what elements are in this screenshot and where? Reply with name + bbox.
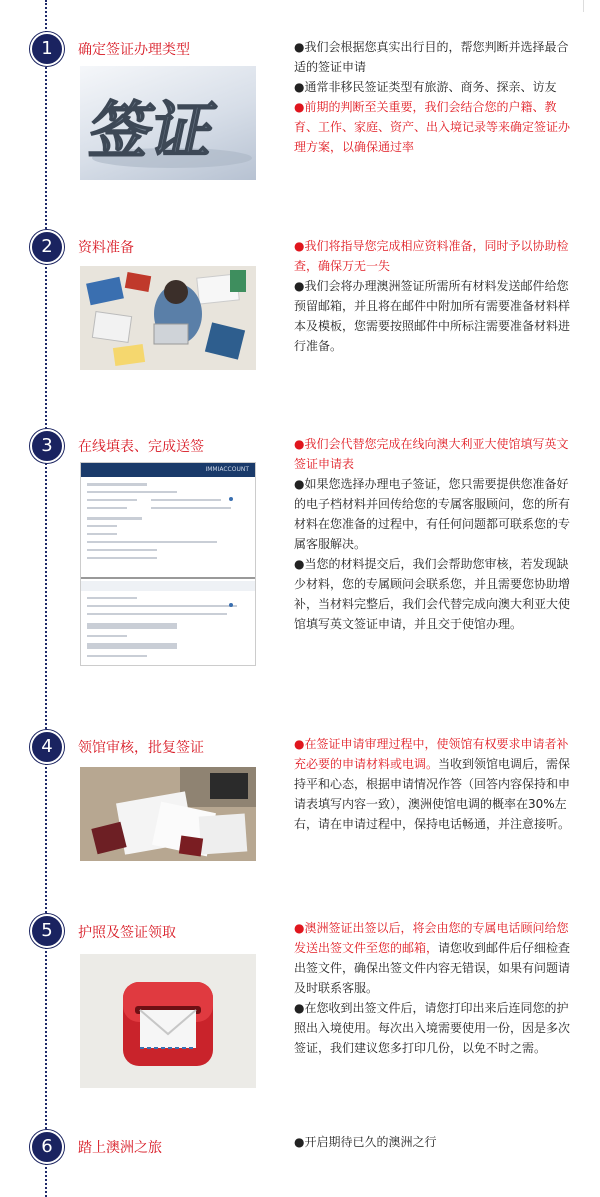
step-title: 领馆审核，批复签证	[78, 740, 204, 756]
step-description	[294, 918, 574, 1058]
step-title: 在线填表、完成送签	[78, 439, 204, 455]
step-description	[294, 236, 574, 356]
documents-on-desk-photo	[80, 767, 256, 861]
desc-para: ●开启期待已久的澳洲之行	[294, 1135, 437, 1149]
timeline-line	[45, 0, 47, 1197]
desc-para	[294, 734, 574, 834]
desc-para	[294, 918, 574, 998]
desc-para: ●当您的材料提交后，我们会帮助您审核，若发现缺少材料，您的专属顾问会联系您，并且需要您协助增补，当材料完整后，我们会代替完成向澳大利亚大使馆填写英文签证申请，并且交于使馆办理。	[294, 557, 571, 631]
step-description	[294, 734, 574, 834]
desc-para: ●我们会根据您真实出行目的，帮您判断并选择最合适的签证申请	[294, 40, 569, 74]
desc-para: ●我们会将办理澳洲签证所需所有材料发送邮件给您预留邮箱，并且将在邮件中附加所有需要准备材料样本及模板，您需要按照邮件中所标注需要准备材料进行准备。	[294, 279, 571, 353]
step-number-badge: 2	[30, 230, 64, 264]
desc-highlight: ●澳洲签证出签以后，将会由您的专属电话顾问给您发送出签文件至您的邮箱，	[294, 921, 569, 955]
step-title: 护照及签证领取	[78, 925, 176, 941]
step-title: 踏上澳洲之旅	[78, 1140, 162, 1156]
desc-para: ●在您收到出签文件后，请您打印出来后连同您的护照出入境使用。每次出入境需要使用一份，因是多次签证，我们建议您多打印几份，以免不时之需。	[294, 1001, 571, 1055]
step-description	[294, 434, 574, 634]
desc-para: ●前期的判断至关重要，我们会结合您的户籍、教育、工作、家庭、资产、出入境记录等来确定签证办理方案，以确保通过率	[294, 100, 571, 154]
desc-highlight: ●在签证申请审理过程中，使领馆有权要求申请者补充必要的申请材料或电调。	[294, 737, 569, 771]
step-description	[294, 1132, 574, 1152]
step-number-badge: 1	[30, 32, 64, 66]
visa-3d-text-image	[80, 66, 256, 180]
online-form-screenshot	[80, 462, 256, 666]
student-studying-photo	[80, 266, 256, 370]
step-description	[294, 37, 574, 157]
desc-run: 请您收到邮件后仔细检查出签文件，确保出签文件内容无错误，如果有问题请及时联系客服。	[294, 941, 571, 995]
form-header: IMMIACCOUNT	[81, 463, 255, 477]
desc-run: 当收到领馆电调后，需保持平和心态，根据申请情况作答（回答内容保持和申请表填写内容一致），澳洲使馆电调的概率在30%左右，请在申请过程中，保持电话畅通，并注意接听。	[294, 757, 571, 831]
step-number-badge: 6	[30, 1130, 64, 1164]
step-number-badge: 3	[30, 429, 64, 463]
mail-app-icon-image	[80, 954, 256, 1088]
step-title: 资料准备	[78, 240, 134, 256]
desc-para: ●我们将指导您完成相应资料准备，同时予以协助检查，确保万无一失	[294, 239, 569, 273]
desc-para: ●通常非移民签证类型有旅游、商务、探亲、访友	[294, 80, 557, 94]
step-number-badge: 4	[30, 730, 64, 764]
desc-para: ●我们会代替您完成在线向澳大利亚大使馆填写英文签证申请表	[294, 437, 569, 471]
edge-divider	[583, 0, 584, 12]
visa-3d-text: 签证	[82, 94, 222, 167]
desc-para: ●如果您选择办理电子签证，您只需要提供您准备好的电子档材料并回传给您的专属客服顾问，您的所有材料在您准备的过程中，有任何问题都可联系您的专属客服解决。	[294, 477, 571, 551]
step-number-badge: 5	[30, 914, 64, 948]
step-title: 确定签证办理类型	[78, 42, 190, 58]
